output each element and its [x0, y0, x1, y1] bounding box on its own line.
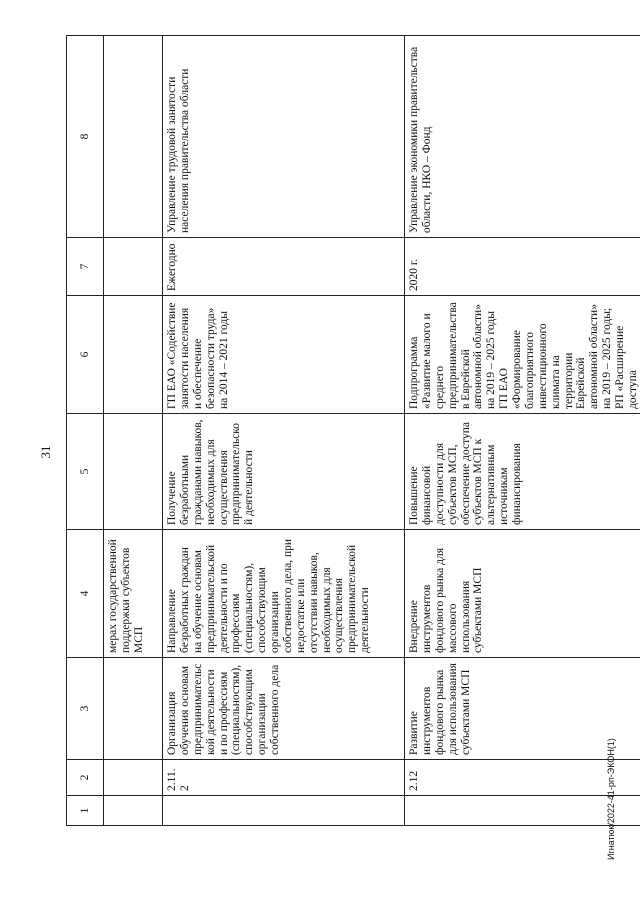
column-header-8: 8: [67, 36, 104, 238]
cell-mechanism: Внедрение инструментов фондового рынка для массового использования субъектами МСП: [405, 530, 640, 658]
table-row-continuation: [104, 36, 163, 826]
column-number-row: [67, 36, 104, 826]
cell-index: [405, 796, 640, 826]
column-header-3: 3: [67, 658, 104, 760]
cell-measure: Организация обучения основам предпринимательской деятельности и по профессиям (специальностям), способствующим организации собственного дела: [163, 658, 405, 760]
column-header-2: 2: [67, 760, 104, 796]
cell: [104, 796, 163, 826]
table-row-2-12: [405, 36, 640, 826]
cell-mechanism: мерах государственной поддержки субъектов МСП: [104, 530, 163, 658]
table-row-2-11-2: [163, 36, 405, 826]
cell: [104, 760, 163, 796]
cell-number: 2.11.2: [163, 760, 405, 796]
cell-result: Получение безработными гражданами навыков, необходимых для осуществления предпринимательской деятельности: [163, 414, 405, 530]
cell-responsible: Управление экономики правительства области, НКО – Фонд: [405, 36, 640, 238]
cell: [104, 658, 163, 760]
column-header-6: 6: [67, 296, 104, 414]
cell: [104, 414, 163, 530]
page-number: 31: [38, 445, 53, 459]
measures-table: [66, 35, 640, 826]
document-code: Игнатюк/2022-41-рп-ЭКОН(1): [606, 738, 616, 860]
cell-measure: Развитие инструментов фондового рынка для использования субъектами МСП: [405, 658, 640, 760]
cell-deadline: Ежегодно: [163, 238, 405, 296]
cell: [104, 296, 163, 414]
column-header-4: 4: [67, 530, 104, 658]
cell-program: Подпрограмма «Развитие малого и среднего предпринимательства в Еврейской автономной области» на 2019 – 2025 годы ГП ЕАО «Формирование благоприятного инвестиционного климата на территории Еврейской автономной области» на 2019 – 2025 годы; РП «Расширение доступа: [405, 296, 640, 414]
cell-index: [163, 796, 405, 826]
column-header-1: 1: [67, 796, 104, 826]
cell-responsible: Управление трудовой занятости населения правительства области: [163, 36, 405, 238]
cell-program: ГП ЕАО «Содействие занятости населения и обеспечение безопасности труда» на 2014 – 2021 годы: [163, 296, 405, 414]
cell-deadline: 2020 г.: [405, 238, 640, 296]
cell-number: 2.12: [405, 760, 640, 796]
column-header-5: 5: [67, 414, 104, 530]
cell-mechanism: Направление безработных граждан на обучение основам предпринимательской деятельности и по профессиям (специальностям), способствующим организации собственного дела, при недостатке или отсутствии навыков, необходимых для осуществления предпринимательской деятельности: [163, 530, 405, 658]
cell: [104, 36, 163, 238]
cell: [104, 238, 163, 296]
column-header-7: 7: [67, 238, 104, 296]
cell-result: Повышение финансовой доступности для субъектов МСП, обеспечение доступа субъектов МСП к альтернативным источникам финансирования: [405, 414, 640, 530]
